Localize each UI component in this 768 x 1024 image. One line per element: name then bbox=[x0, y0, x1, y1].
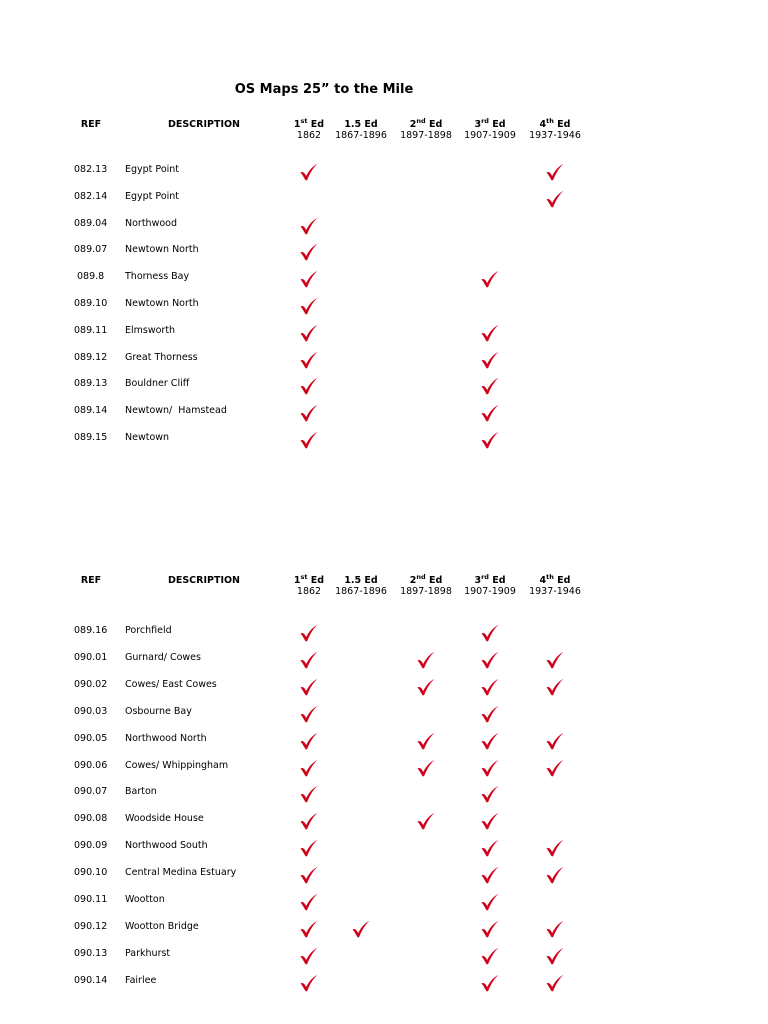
checkmark-icon bbox=[299, 324, 319, 342]
checkmark-icon bbox=[299, 947, 319, 965]
checkmark-icon bbox=[480, 270, 500, 288]
row-description: Thorness Bay bbox=[125, 271, 190, 283]
edition-years: 1907-1909 bbox=[464, 586, 516, 597]
checkmark-icon bbox=[480, 920, 500, 938]
row-ref: 089.14 bbox=[74, 405, 108, 417]
row-description: Gurnard/ Cowes bbox=[125, 651, 201, 663]
edition-name bbox=[328, 575, 394, 586]
header-ref bbox=[78, 575, 104, 586]
checkmark-icon bbox=[299, 243, 319, 261]
row-ref: 090.14 bbox=[74, 974, 108, 986]
checkmark-icon bbox=[480, 324, 500, 342]
checkmark-icon bbox=[299, 351, 319, 369]
edition-number: 4 bbox=[539, 575, 547, 586]
row-description: Wootton Bridge bbox=[125, 920, 199, 932]
checkmark-icon bbox=[480, 732, 500, 750]
checkmark-icon bbox=[480, 785, 500, 803]
edition-label: Ed bbox=[361, 119, 378, 130]
checkmark-icon bbox=[299, 920, 319, 938]
row-ref: 089.11 bbox=[74, 324, 108, 336]
row-description: Cowes/ Whippingham bbox=[125, 759, 229, 771]
edition-years: 1862 bbox=[296, 586, 322, 597]
header-description bbox=[154, 575, 254, 586]
edition-label: Ed bbox=[553, 575, 571, 586]
checkmark-icon bbox=[480, 947, 500, 965]
checkmark-icon bbox=[299, 163, 319, 181]
edition-label: Ed bbox=[488, 575, 506, 586]
edition-label: Ed bbox=[307, 119, 325, 130]
row-description: Egypt Point bbox=[125, 164, 180, 175]
header-description-label: DESCRIPTION bbox=[167, 119, 241, 130]
row-description: Woodside House bbox=[125, 813, 204, 825]
edition-number: 3 bbox=[474, 575, 482, 586]
edition-number: 1 bbox=[293, 575, 301, 586]
checkmark-icon bbox=[416, 812, 436, 830]
row-description: Porchfield bbox=[125, 625, 172, 636]
checkmark-icon bbox=[299, 297, 319, 315]
page-title: OS Maps 25” to the Mile bbox=[234, 82, 414, 97]
edition-suffix: rd bbox=[481, 572, 489, 581]
checkmark-icon bbox=[545, 974, 565, 992]
edition-number: 1.5 bbox=[344, 119, 362, 130]
row-ref: 090.05 bbox=[74, 732, 108, 744]
header-edition bbox=[522, 572, 588, 597]
header-edition bbox=[457, 116, 523, 141]
row-description: Parkhurst bbox=[125, 947, 171, 959]
checkmark-icon bbox=[480, 974, 500, 992]
row-ref: 089.10 bbox=[74, 298, 108, 309]
row-ref: 090.07 bbox=[74, 786, 108, 798]
edition-years: 1937-1946 bbox=[529, 586, 581, 597]
row-ref: 090.11 bbox=[74, 894, 108, 905]
edition-number: 3 bbox=[474, 119, 482, 130]
checkmark-icon bbox=[480, 377, 500, 395]
row-ref: 090.06 bbox=[74, 759, 108, 771]
edition-years: 1937-1946 bbox=[529, 130, 581, 141]
checkmark-icon bbox=[545, 678, 565, 696]
edition-years: 1897-1898 bbox=[400, 586, 452, 597]
edition-name bbox=[457, 116, 523, 130]
checkmark-icon bbox=[299, 377, 319, 395]
edition-name bbox=[393, 572, 459, 586]
checkmark-icon bbox=[416, 759, 436, 777]
row-ref: 089.15 bbox=[74, 432, 108, 443]
checkmark-icon bbox=[299, 732, 319, 750]
checkmark-icon bbox=[545, 866, 565, 884]
checkmark-icon bbox=[299, 404, 319, 422]
row-description: Cowes/ East Cowes bbox=[125, 678, 217, 690]
row-ref: 090.13 bbox=[74, 947, 108, 959]
checkmark-icon bbox=[545, 920, 565, 938]
checkmark-icon bbox=[351, 920, 371, 938]
edition-years: 1867-1896 bbox=[335, 130, 387, 141]
edition-number: 1 bbox=[293, 119, 301, 130]
checkmark-icon bbox=[545, 947, 565, 965]
header-ref-label: REF bbox=[80, 119, 102, 130]
checkmark-icon bbox=[299, 974, 319, 992]
edition-label: Ed bbox=[307, 575, 325, 586]
row-ref: 090.10 bbox=[74, 867, 108, 879]
checkmark-icon bbox=[480, 624, 500, 642]
checkmark-icon bbox=[480, 866, 500, 884]
header-edition bbox=[328, 119, 394, 141]
checkmark-icon bbox=[480, 678, 500, 696]
row-ref: 089.16 bbox=[74, 625, 108, 636]
row-description: Newtown bbox=[125, 432, 170, 443]
header-edition bbox=[393, 572, 459, 597]
checkmark-icon bbox=[545, 651, 565, 669]
edition-years: 1907-1909 bbox=[464, 130, 516, 141]
row-ref: 082.13 bbox=[74, 164, 108, 175]
row-description: Wootton bbox=[125, 894, 165, 905]
edition-suffix: rd bbox=[481, 116, 489, 125]
row-description: Central Medina Estuary bbox=[125, 867, 237, 879]
row-description: Osbourne Bay bbox=[125, 705, 192, 717]
checkmark-icon bbox=[480, 651, 500, 669]
edition-number: 2 bbox=[409, 575, 417, 586]
checkmark-icon bbox=[299, 812, 319, 830]
edition-suffix: nd bbox=[416, 116, 426, 125]
edition-suffix: th bbox=[546, 572, 554, 581]
checkmark-icon bbox=[545, 163, 565, 181]
checkmark-icon bbox=[299, 624, 319, 642]
edition-suffix: nd bbox=[416, 572, 426, 581]
edition-label: Ed bbox=[425, 119, 443, 130]
checkmark-icon bbox=[416, 678, 436, 696]
row-description: Fairlee bbox=[125, 974, 157, 986]
edition-name bbox=[522, 572, 588, 586]
row-ref: 090.08 bbox=[74, 813, 108, 825]
checkmark-icon bbox=[480, 404, 500, 422]
header-edition bbox=[328, 575, 394, 597]
checkmark-icon bbox=[416, 732, 436, 750]
row-description: Northwood North bbox=[125, 732, 207, 744]
edition-suffix: st bbox=[300, 572, 308, 581]
edition-number: 4 bbox=[539, 119, 547, 130]
checkmark-icon bbox=[299, 785, 319, 803]
checkmark-icon bbox=[480, 351, 500, 369]
header-edition bbox=[522, 116, 588, 141]
checkmark-icon bbox=[299, 678, 319, 696]
row-ref: 090.01 bbox=[74, 651, 108, 663]
edition-label: Ed bbox=[425, 575, 443, 586]
row-description: Northwood bbox=[125, 217, 177, 229]
checkmark-icon bbox=[299, 705, 319, 723]
checkmark-icon bbox=[299, 651, 319, 669]
checkmark-icon bbox=[545, 759, 565, 777]
header-edition bbox=[457, 572, 523, 597]
row-ref: 089.07 bbox=[74, 244, 108, 256]
edition-label: Ed bbox=[488, 119, 506, 130]
header-description-label: DESCRIPTION bbox=[167, 575, 241, 586]
checkmark-icon bbox=[480, 705, 500, 723]
row-description: Newtown North bbox=[125, 298, 199, 309]
edition-suffix: st bbox=[300, 116, 308, 125]
row-ref: 082.14 bbox=[74, 190, 108, 202]
header-description bbox=[154, 119, 254, 130]
row-description: Elmsworth bbox=[125, 324, 176, 336]
edition-number: 1.5 bbox=[344, 575, 362, 586]
checkmark-icon bbox=[545, 190, 565, 208]
checkmark-icon bbox=[545, 839, 565, 857]
checkmark-icon bbox=[480, 839, 500, 857]
header-ref bbox=[78, 119, 104, 130]
header-edition bbox=[393, 116, 459, 141]
edition-years: 1862 bbox=[296, 130, 322, 141]
row-description: Barton bbox=[125, 786, 157, 798]
checkmark-icon bbox=[299, 839, 319, 857]
edition-label: Ed bbox=[361, 575, 378, 586]
edition-name bbox=[393, 116, 459, 130]
row-ref: 089.13 bbox=[74, 378, 108, 390]
row-ref: 089.8 bbox=[77, 271, 105, 283]
row-description: Northwood South bbox=[125, 840, 208, 852]
edition-years: 1867-1896 bbox=[335, 586, 387, 597]
row-description: Bouldner Cliff bbox=[125, 378, 190, 390]
edition-years: 1897-1898 bbox=[400, 130, 452, 141]
row-description: Newtown/ Hamstead bbox=[125, 405, 227, 417]
checkmark-icon bbox=[545, 732, 565, 750]
row-ref: 090.12 bbox=[74, 920, 108, 932]
checkmark-icon bbox=[480, 893, 500, 911]
checkmark-icon bbox=[299, 431, 319, 449]
edition-name bbox=[522, 116, 588, 130]
checkmark-icon bbox=[480, 431, 500, 449]
row-description: Great Thorness bbox=[125, 351, 198, 363]
checkmark-icon bbox=[299, 759, 319, 777]
checkmark-icon bbox=[480, 812, 500, 830]
row-ref: 090.09 bbox=[74, 840, 108, 852]
row-description: Egypt Point bbox=[125, 190, 180, 202]
header-ref-label: REF bbox=[80, 575, 102, 586]
row-ref: 090.02 bbox=[74, 678, 108, 690]
row-ref: 090.03 bbox=[74, 705, 108, 717]
edition-name bbox=[328, 119, 394, 130]
edition-name bbox=[457, 572, 523, 586]
checkmark-icon bbox=[299, 866, 319, 884]
edition-number: 2 bbox=[409, 119, 417, 130]
checkmark-icon bbox=[299, 270, 319, 288]
row-ref: 089.04 bbox=[74, 217, 108, 229]
checkmark-icon bbox=[299, 217, 319, 235]
checkmark-icon bbox=[299, 893, 319, 911]
row-ref: 089.12 bbox=[74, 351, 108, 363]
edition-suffix: th bbox=[546, 116, 554, 125]
checkmark-icon bbox=[416, 651, 436, 669]
checkmark-icon bbox=[480, 759, 500, 777]
row-description: Newtown North bbox=[125, 244, 199, 256]
edition-label: Ed bbox=[553, 119, 571, 130]
